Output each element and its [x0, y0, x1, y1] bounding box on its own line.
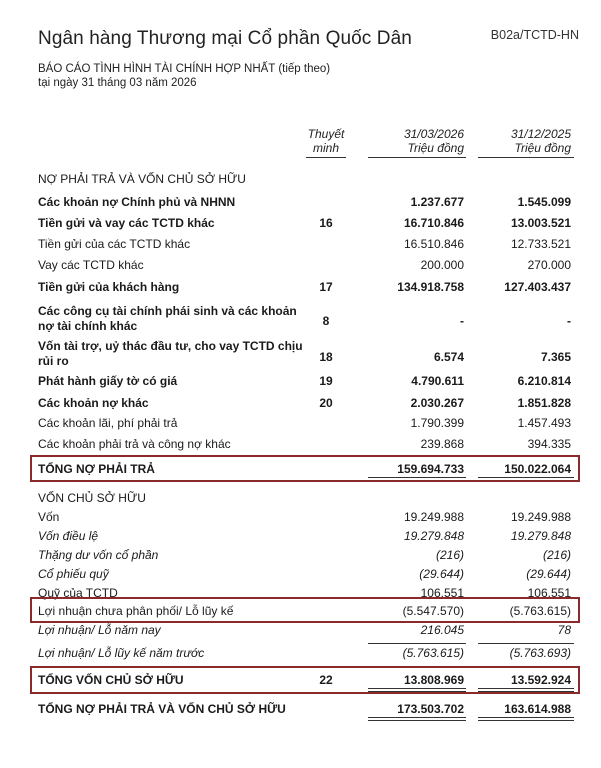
- row-value-prior: 163.614.988: [504, 702, 571, 716]
- row-note: 16: [319, 216, 333, 230]
- row-value-current: 16.710.846: [403, 216, 464, 230]
- prior-header-underline: [478, 157, 574, 158]
- row-value-prior: 1.851.828: [517, 396, 571, 410]
- note-header-underline: [306, 157, 346, 158]
- subrule-current: [368, 643, 466, 644]
- row-value-prior: 19.279.848: [510, 529, 571, 543]
- table-row: [0, 237, 601, 257]
- table-row: [0, 529, 601, 549]
- row-value-current: 239.868: [420, 437, 464, 451]
- row-value-prior: (216): [542, 548, 571, 562]
- prior-period-unit: Triệu đồng: [514, 141, 571, 155]
- row-value-current: (216): [435, 548, 464, 562]
- row-label: Vay các TCTD khác: [38, 258, 144, 272]
- subrule-prior: [478, 643, 574, 644]
- row-label: Các khoản nợ khác: [38, 396, 149, 410]
- row-label: Vốn điều lệ: [38, 529, 99, 543]
- row-label: TỔNG NỢ PHẢI TRẢ: [38, 462, 155, 476]
- prior-period-column-header: [461, 127, 571, 155]
- row-value-current: 106.551: [420, 586, 464, 600]
- row-value-prior: 13.592.924: [510, 673, 571, 687]
- table-row: [0, 195, 601, 215]
- table-row: [0, 172, 601, 192]
- form-code: B02a/TCTD-HN: [490, 28, 579, 42]
- row-label: Tiền gửi của khách hàng: [38, 280, 180, 294]
- prior-period-date: 31/12/2025: [510, 127, 571, 141]
- row-label: Thặng dư vốn cổ phần: [38, 548, 159, 562]
- current-period-column-header: [354, 127, 464, 155]
- row-value-prior: 150.022.064: [504, 462, 571, 476]
- row-value-current: 4.790.611: [411, 374, 464, 388]
- row-label: Các công cụ tài chính phái sinh và các khoản nợ tài chính khác: [38, 304, 297, 333]
- grand-total-double-rule-prior: [478, 717, 574, 721]
- row-label: Các khoản nợ Chính phủ và NHNN: [38, 195, 236, 209]
- table-row: [0, 646, 601, 666]
- row-note: 18: [319, 350, 333, 364]
- row-value-current: 19.279.848: [403, 529, 464, 543]
- row-label: VỐN CHỦ SỞ HỮU: [38, 491, 146, 505]
- row-value-current: 16.510.846: [403, 237, 464, 251]
- row-label: Lợi nhuận chưa phân phối/ Lỗ lũy kế: [38, 604, 234, 618]
- row-value-prior: 270.000: [527, 258, 571, 272]
- highlight-box-retained-earnings: [30, 597, 580, 623]
- note-header-line1: Thuyết: [307, 127, 345, 141]
- row-label: Các khoản lãi, phí phải trả: [38, 416, 178, 430]
- report-date: tại ngày 31 tháng 03 năm 2026: [38, 77, 197, 89]
- row-value-prior: 1.457.493: [517, 416, 571, 430]
- row-value-prior: 106.551: [527, 586, 571, 600]
- row-value-current: (5.763.615): [402, 646, 464, 660]
- report-title: BÁO CÁO TÌNH HÌNH TÀI CHÍNH HỢP NHẤT (tiếp theo): [38, 63, 331, 75]
- row-note: 17: [319, 280, 333, 294]
- highlight-box-total-liabilities: [30, 455, 580, 482]
- row-value-current: 216.045: [420, 623, 464, 637]
- row-label: Vốn: [38, 510, 60, 524]
- table-row: [0, 567, 601, 587]
- row-label: Phát hành giấy tờ có giá: [38, 374, 178, 388]
- row-value-current: -: [460, 314, 464, 328]
- row-value-current: (29.644): [419, 567, 464, 581]
- row-value-prior: 19.249.988: [510, 510, 571, 524]
- note-column-header: [300, 127, 352, 155]
- table-row: [0, 374, 601, 394]
- table-row: [0, 510, 601, 530]
- table-row: [0, 304, 601, 336]
- row-value-prior: 78: [557, 623, 571, 637]
- row-value-current: 19.249.988: [403, 510, 464, 524]
- table-row: [0, 623, 601, 643]
- row-label: Cổ phiếu quỹ: [38, 567, 109, 581]
- row-value-prior: 12.733.521: [510, 237, 571, 251]
- row-label: Tiền gửi và vay các TCTD khác: [38, 216, 215, 230]
- row-value-prior: (5.763.615): [509, 604, 571, 618]
- row-value-prior: (5.763.693): [509, 646, 571, 660]
- grand-total-double-rule-current: [368, 717, 466, 721]
- table-row: [0, 216, 601, 236]
- row-value-current: 6.574: [433, 350, 464, 364]
- row-value-current: 1.237.677: [410, 195, 464, 209]
- current-period-date: 31/03/2026: [403, 127, 464, 141]
- table-row: [0, 258, 601, 278]
- row-label: NỢ PHẢI TRẢ VÀ VỐN CHỦ SỞ HỮU: [38, 172, 246, 186]
- row-label: Lợi nhuận/ Lỗ lũy kế năm trước: [38, 646, 205, 660]
- row-label: Quỹ của TCTD: [38, 586, 118, 600]
- row-note: 8: [322, 314, 330, 328]
- row-value-current: 159.694.733: [397, 462, 464, 476]
- row-value-prior: 13.003.521: [510, 216, 571, 230]
- row-value-current: (5.547.570): [402, 604, 464, 618]
- row-label: TỔNG NỢ PHẢI TRẢ VÀ VỐN CHỦ SỞ HỮU: [38, 702, 286, 716]
- row-value-current: 1.790.399: [410, 416, 464, 430]
- row-value-current: 173.503.702: [397, 702, 464, 716]
- row-value-prior: 1.545.099: [517, 195, 571, 209]
- table-row: [0, 437, 601, 457]
- row-note: 22: [319, 673, 333, 687]
- row-note: 19: [319, 374, 333, 388]
- row-label: TỔNG VỐN CHỦ SỞ HỮU: [38, 673, 184, 687]
- table-row: [0, 548, 601, 568]
- row-label: Vốn tài trợ, uỷ thác đầu tư, cho vay TCTD chịu rủi ro: [38, 339, 303, 368]
- table-row: [0, 280, 601, 300]
- row-value-current: 13.808.969: [403, 673, 464, 687]
- row-value-prior: 127.403.437: [504, 280, 571, 294]
- row-value-prior: 394.335: [527, 437, 571, 451]
- row-label: Các khoản phải trả và công nợ khác: [38, 437, 231, 451]
- row-value-current: 200.000: [420, 258, 464, 272]
- row-value-prior: (29.644): [526, 567, 571, 581]
- row-label: Lợi nhuận/ Lỗ năm nay: [38, 623, 161, 637]
- row-label: Tiền gửi của các TCTD khác: [38, 237, 191, 251]
- row-value-prior: 6.210.814: [517, 374, 571, 388]
- bank-name: Ngân hàng Thương mại Cổ phần Quốc Dân: [38, 28, 412, 49]
- highlight-box-total-equity: [30, 666, 580, 694]
- table-row: [0, 396, 601, 416]
- current-period-unit: Triệu đồng: [407, 141, 464, 155]
- table-row: [0, 339, 601, 371]
- table-row: [0, 416, 601, 436]
- row-note: 20: [319, 396, 333, 410]
- current-header-underline: [368, 157, 466, 158]
- table-row: [0, 491, 601, 511]
- row-value-current: 134.918.758: [397, 280, 464, 294]
- note-header-line2: minh: [312, 141, 339, 155]
- row-value-current: 2.030.267: [410, 396, 464, 410]
- row-value-prior: -: [567, 314, 571, 328]
- row-value-prior: 7.365: [540, 350, 571, 364]
